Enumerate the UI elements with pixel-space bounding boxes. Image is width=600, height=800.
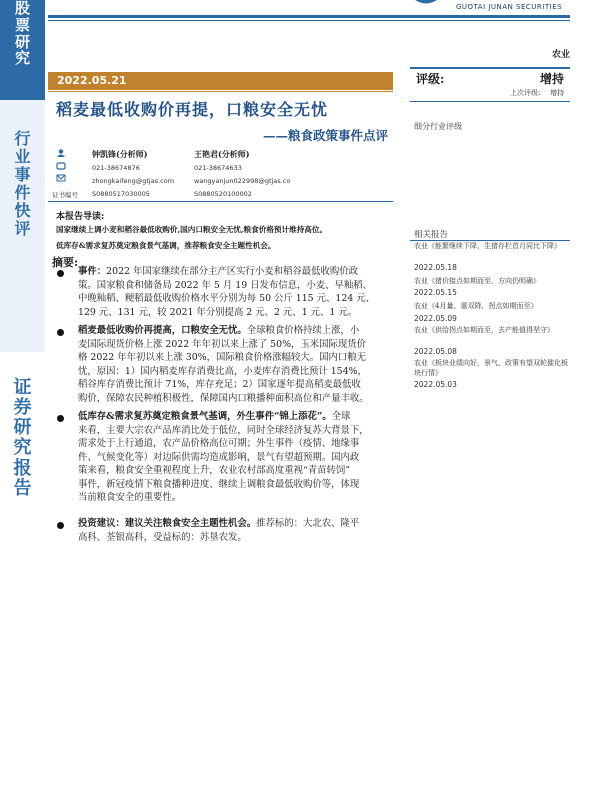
person-icon <box>56 149 66 157</box>
sidebar-report-category: 证 券 研 究 报 告 <box>13 377 32 499</box>
sidebar-top-text: 股 票 研 究 <box>14 0 30 68</box>
related-reports-title: 相关报告 <box>414 230 449 240</box>
sector-tag: 农业 <box>551 50 570 60</box>
related-report-date: 2022.05.15 <box>414 288 457 297</box>
date-divider <box>48 91 393 92</box>
related-report-link[interactable]: 农业《供给拐点如期而至，去产能值得坚守》 <box>414 326 554 334</box>
company-name-en: GUOTAI JUNAN SECURITIES <box>456 3 563 11</box>
cert-label: 证书编号 <box>52 191 78 199</box>
report-date: 2022.05.21 <box>57 74 127 87</box>
summary-item-lead: 投资建议：建议关注粮食安全主题性机会。 <box>78 518 257 529</box>
guide-title: 本报告导读: <box>56 212 105 222</box>
industry-rating-label: 细分行业评级 <box>414 122 462 131</box>
summary-item-lead: 事件： <box>78 266 107 277</box>
related-report-link[interactable]: 农业《猪价接点如期而至，方向仍明确》 <box>414 277 540 285</box>
sidebar-report-type: 行 业 事 件 快 评 <box>14 129 31 238</box>
bullet-icon <box>57 329 64 336</box>
header-divider <box>48 15 570 18</box>
bullet-icon <box>57 270 64 277</box>
analyst-name: 钟凯锋(分析师) <box>92 149 148 159</box>
summary-item-lead: 稻麦最低收购价再提高，口粮安全无忧。 <box>78 325 247 336</box>
related-report-link[interactable]: 农业《能繁继续下降，生猪存栏首月同比下降》 <box>414 242 561 250</box>
date-bar <box>48 72 393 90</box>
related-report-link[interactable]: 农业《4月量、重双降，拐点如期而至》 <box>414 302 538 310</box>
summary-item-price: 稻麦最低收购价再提高，口粮安全无忧。全球粮食价格持续上涨，小 麦国际现货价格上涨 2022 年年初以来上涨了 50%，玉米国际现货价 格 2022 年年初以来上涨 30%，国际粮食价格涨幅较大。国内口粮无 忧，原因：1）国内稻麦库存消费比高，小麦库存消费比预计 154%， 稻谷库存消费比预计 71%，库存充足；2）国家逐年提高稻麦最低收 购价，保障农民种植积极性，保障国内口粮播种面积高位和产量丰收。 <box>78 325 369 404</box>
analyst-email[interactable]: wangyanjun022998@gtjas.co <box>194 177 291 185</box>
guide-line: 低库存&需求复苏奠定粮食景气基调，推荐粮食安全主题性机会。 <box>56 241 276 250</box>
guide-line: 国家继续上调小麦和稻谷最低收购价,国内口粮安全无忧,粮食价格预计维持高位。 <box>56 225 328 234</box>
summary-item-outlook: 低库存&需求复苏奠定粮食景气基调，外生事件“锦上添花”。全球 来看，主要大宗农产品库消比处于低位，同时全球经济复苏大背景下， 需求处于上行通道，农产品价格高位可期；外生事件（疫情、地缘事 件、气候变化等）对边际供需均造成影响，景气有望超预期。国内政 策来看，粮食安全重视程度上升，农业农村部高度重视“青苗转饲” 事件，新冠疫情下粮食播种进度、继续上调粮食最低收购价等，体现 当前粮食安全的重要性。 <box>78 411 369 503</box>
analyst-phone: 021-38674876 <box>92 164 140 172</box>
analyst-name: 王艳君(分析师) <box>194 149 250 159</box>
related-report-date: 2022.05.03 <box>414 380 457 389</box>
related-report-link[interactable]: 农业《板块业绩向好，景气、政策有望双轮催化板块行情》 <box>414 359 568 377</box>
rating-value: 增持 <box>539 72 564 86</box>
company-logo-icon <box>403 0 449 10</box>
rating-divider-bottom <box>410 101 570 102</box>
rating-block <box>412 68 570 100</box>
report-title: 稻麦最低收购价再提，口粮安全无忧 <box>56 100 329 119</box>
analyst-cert: S0880517030005 <box>92 190 150 198</box>
sidebar <box>0 0 45 800</box>
related-report-date: 2022.05.18 <box>414 263 457 272</box>
rating-label: 评级: <box>416 72 445 86</box>
phone-icon <box>56 162 66 170</box>
analyst-divider <box>48 201 393 202</box>
bullet-icon <box>57 415 64 422</box>
report-subtitle: ——粮食政策事件点评 <box>262 128 388 143</box>
related-report-date: 2022.05.09 <box>414 314 457 323</box>
analyst-email[interactable]: zhongkaifeng@gtjas.com <box>92 177 175 185</box>
previous-rating-value: 增持 <box>550 89 564 97</box>
summary-item-lead: 低库存&需求复苏奠定粮食景气基调，外生事件“锦上添花”。 <box>78 411 332 422</box>
previous-rating-label: 上次评级: <box>510 89 541 97</box>
summary-item-event: 事件：2022 年国家继续在部分主产区实行小麦和稻谷最低收购价政 策。国家粮食和储备局 2022 年 5 月 19 日发布信息，小麦、早籼稻、 中晚籼稻、粳稻最低收购价格水平分别为每 50 公斤 115 元、124 元、 129 元、131 元，较 2021 年分别提高 2 元、2 元、1 元、1 元。 <box>78 266 375 318</box>
summary-item-advice: 投资建议：建议关注粮食安全主题性机会。推荐标的：大北农、隆平 高科、荃银高科，受益标的：苏垦农发。 <box>78 518 360 543</box>
analyst-phone: 021-38674633 <box>194 164 242 172</box>
analyst-cert: S0880520100002 <box>194 190 252 198</box>
header-divider-thin <box>48 20 570 21</box>
analyst-block <box>52 146 389 202</box>
summary-title: 摘要: <box>52 256 79 269</box>
bullet-icon <box>57 522 64 529</box>
related-report-date: 2022.05.08 <box>414 347 457 356</box>
email-icon <box>56 174 66 182</box>
